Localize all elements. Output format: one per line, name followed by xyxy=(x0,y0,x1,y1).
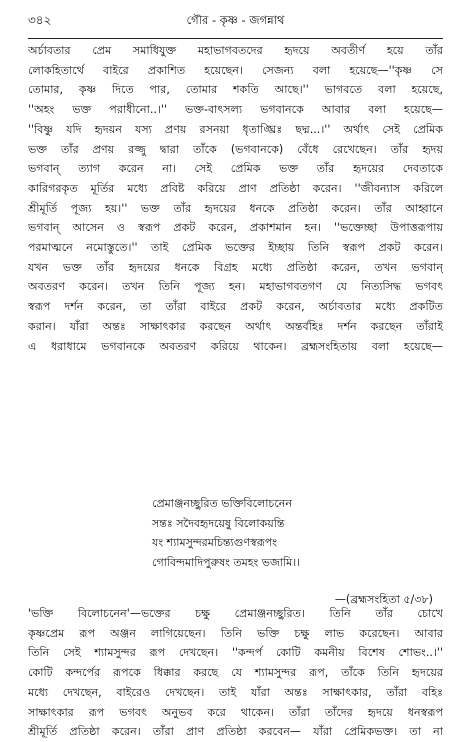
text-line: ভক্ত তাঁর প্রণয় রজ্জু দ্বারা তাঁকে (ভগবানকে) বেঁধে রেখেছেন। তাঁর হৃদয় xyxy=(28,142,443,156)
text-line: অবতরণ করেন। তখন তিনি পূজ্য হন। মহাভাগবতগণ যে নিত্যসিদ্ধ ভগবৎ xyxy=(28,280,443,294)
text-line: ''অহং ভক্ত পরাধীনো..।'' ভক্ত-বাৎসল্য ভগবানকে আবার বলা হয়েছে— xyxy=(28,103,443,117)
text-line: শ্রীমূর্তি প্রতিষ্ঠা করেন। তাঁরা প্রাণ প্রতিষ্ঠা করবেন— যাঁরা প্রেমিকভক্ত। তা না xyxy=(28,725,443,739)
text-line: সাক্ষাৎকার রূপ ভগবৎ অনুভব করে থাকেন। তাঁরা তাঁদের হৃদয়ে ধনস্বরূপ xyxy=(28,705,443,719)
verse-line: প্রেমাঞ্জনচ্ছুরিত ভক্তিবিলোচনেন xyxy=(152,497,292,510)
verse-source: —(ব্রহ্মসংহিতা ৫/৩৮) xyxy=(334,593,433,606)
text-line: 'ভক্তি বিলোচনেন'—ভক্তের চক্ষু প্রেমাঞ্জনচ্ছুরিত। তিনি তাঁর চোখে xyxy=(28,607,443,620)
text-line: কারিগরকৃত মূর্তির মধ্যে প্রবিষ্ট করিয়ে প্রাণ প্রতিষ্ঠা করেন। ''জীবন্যাস করিলে xyxy=(28,181,443,195)
text-line: শ্রীমূর্তি পূজ্য হয়।'' ভক্ত তাঁর হৃদয়ের ধনকে প্রতিষ্ঠা করেন। তাঁর আহ্বানে xyxy=(28,201,443,215)
text-line: করান। যাঁরা অন্তঃ সাক্ষাৎকার করছেন অর্থাৎ অন্তর্বহিঃ দর্শন করছেন তাঁরাই xyxy=(28,319,443,333)
page-header xyxy=(28,12,443,32)
text-line: যখন ভক্ত তাঁর হৃদয়ের ধনকে বিগ্রহ মধ্যে প্রতিষ্ঠা করেন, তখন ভগবান্ xyxy=(28,260,443,274)
running-title: গৌর - কৃষ্ণ - জগন্নাথ xyxy=(186,13,285,27)
text-line: অর্চাবতার প্রেম সমাধিযুক্ত মহাভাগবতদের হৃদয়ে অবতীর্ণ হয়ে তাঁর xyxy=(28,44,443,57)
header-rule xyxy=(28,38,443,39)
text-line: লোকহিতার্থে বাইরে প্রকাশিত হয়েছেন। সেজন্য বলা হয়েছে—''কৃষ্ণ সে xyxy=(28,63,443,77)
paragraph-2 xyxy=(28,604,443,742)
verse-line: গোবিন্দমাদিপুরুষং তমহং ভজামি।। xyxy=(152,555,301,569)
sanskrit-verse xyxy=(152,494,300,572)
text-line: ভগবান্ আসেন ও স্বরূপ প্রকট করেন, প্রকাশমান হন। ''ভক্তেচ্ছা উপাত্তরূপায় xyxy=(28,221,443,235)
text-line: পরমাত্মনে নমোস্তুতে।'' তাই প্রেমিক ভক্তের ইচ্ছায় তিনি স্বরূপ প্রকট করেন। xyxy=(28,241,443,255)
text-line: কৃষ্ণপ্রেম রূপ অঞ্জন লাগিয়েছেন। তিনি ভক্তি চক্ষু লাভ করেছেন। আবার xyxy=(28,626,443,640)
text-line: তোমার, কৃষ্ণ দিতে পার, তোমার শকতি আছে।'' ভাগবতে বলা হয়েছে, xyxy=(28,83,443,97)
text-line: তিনি সেই শ্যামসুন্দর রূপ দেখছেন। ''কন্দর্প কোটি কমনীয় বিশেষ শোভং..।'' xyxy=(28,646,443,660)
page-number: ৩৪২ xyxy=(28,13,52,27)
text-line: স্বরূপ দর্শন করেন, তা তাঁরা বাইরে প্রকট করেন, অর্চাবতার মধ্যে প্রকটিত xyxy=(28,300,443,314)
text-line: কোটি কন্দর্পের রূপকে ধিক্কার করছে যে শ্যামসুন্দর রূপ, তাঁকে তিনি হৃদয়ের xyxy=(28,666,443,680)
paragraph-1 xyxy=(28,41,443,356)
text-line: ভগবান্ ত্যাগ করেন না। সেই প্রেমিক ভক্ত তাঁর হৃদয়ের দেবতাকে xyxy=(28,162,443,176)
verse-line: সন্তঃ সদৈবহৃদয়েষু বিলোকয়ন্তি xyxy=(152,516,285,530)
verse-line: যং শ্যামসুন্দরমচিন্ত্যগুণস্বরূপং xyxy=(152,536,277,550)
text-line: ''বিষ্ণু যদি হৃদয়ন যস্য প্রণয় রসনয়া ধৃতাঙ্ঘ্রিঃ ছদ্ম...।'' অর্থাৎ সেই প্রেমিক xyxy=(28,122,443,136)
text-line: মধ্যে দেখছেন, বাইরেও দেখছেন। তাই যাঁরা অন্তঃ সাক্ষাৎকার, তাঁরা বহিঃ xyxy=(28,685,443,699)
text-line: এ ধরাধামে ভগবানকে অবতরণ করিয়ে থাকেন। ব্রহ্মসংহিতায় বলা হয়েছে— xyxy=(28,339,443,353)
